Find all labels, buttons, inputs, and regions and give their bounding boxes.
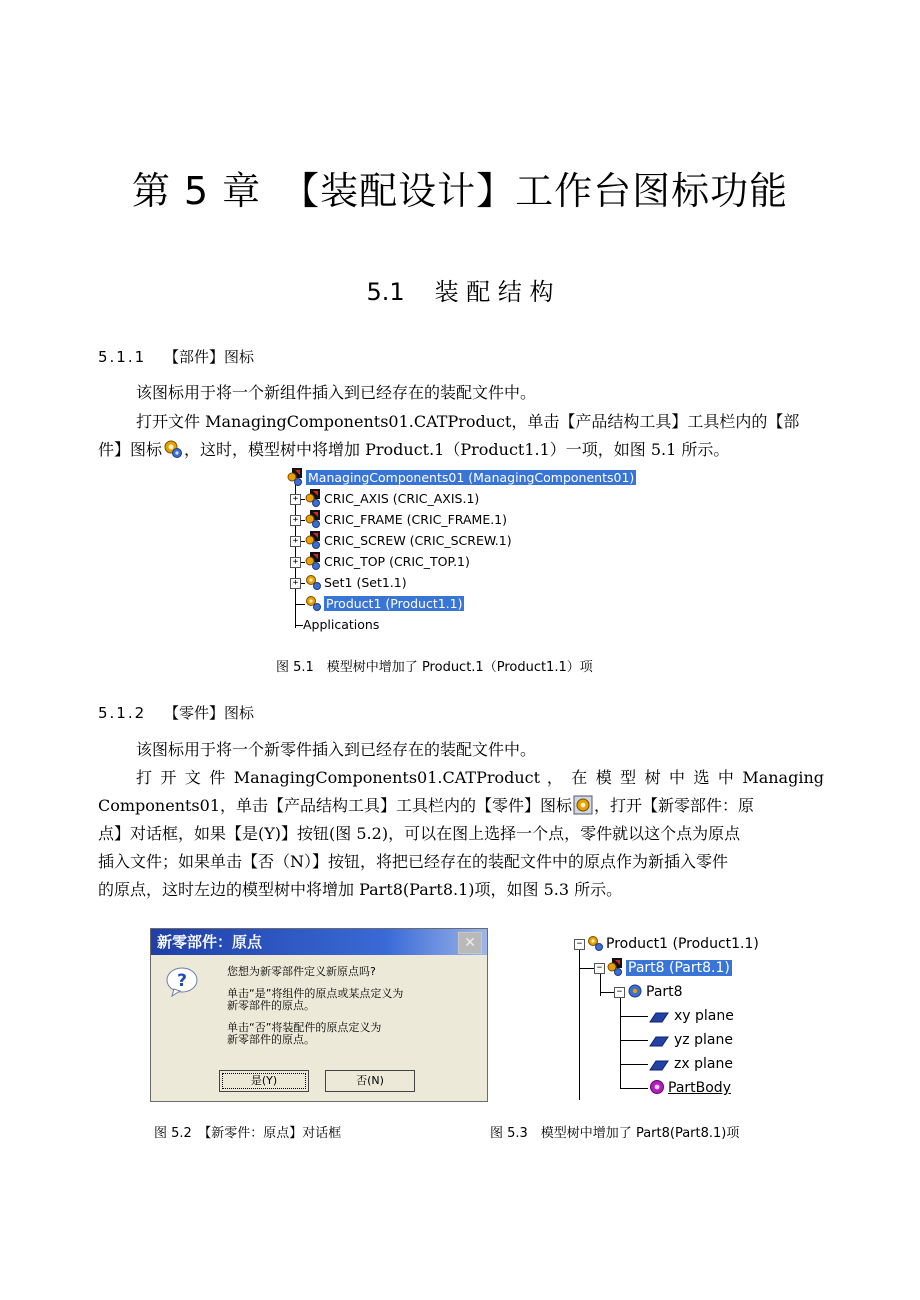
paragraph: 打开文件 ManagingComponents01.CATProduct，单击【产品结构工具】工具栏内的【部 bbox=[136, 412, 800, 431]
yes-button[interactable]: 是(Y) bbox=[219, 1070, 309, 1092]
subsection-title: 【零件】图标 bbox=[164, 704, 255, 722]
plane-icon bbox=[648, 1010, 672, 1028]
product-icon bbox=[286, 468, 304, 486]
component-icon bbox=[304, 594, 322, 612]
tree-node[interactable] bbox=[606, 958, 732, 978]
tree-node[interactable] bbox=[304, 594, 464, 614]
chapter-title: 第 5 章 【装配设计】工作台图标功能 bbox=[131, 169, 789, 213]
plane-icon bbox=[648, 1034, 672, 1052]
paragraph-text: ，打开【新零部件：原 bbox=[594, 796, 755, 815]
dialog-text: 单击“否”将装配件的原点定义为 bbox=[227, 1021, 382, 1034]
partbody-icon bbox=[648, 1078, 666, 1096]
tree-node[interactable] bbox=[304, 552, 470, 572]
subsection-heading-511 bbox=[98, 346, 254, 367]
plane-icon bbox=[648, 1058, 672, 1076]
tree-node[interactable] bbox=[648, 1030, 733, 1050]
dialog-text: 新零部件的原点。 bbox=[227, 1033, 315, 1046]
tree-node[interactable] bbox=[304, 573, 407, 593]
tree-node[interactable] bbox=[304, 489, 479, 509]
subsection-title: 【部件】图标 bbox=[164, 348, 255, 366]
tree-node[interactable] bbox=[303, 615, 379, 635]
paragraph-text: ，这时，模型树中将增加 Product.1（Product1.1）一项，如图 5.1 所示。 bbox=[184, 440, 730, 459]
tree-node[interactable] bbox=[286, 468, 636, 488]
expand-toggle[interactable]: + bbox=[290, 494, 301, 505]
tree-node-label: xy plane bbox=[674, 1008, 734, 1024]
tree-node[interactable] bbox=[648, 1054, 733, 1074]
paragraph bbox=[98, 436, 822, 463]
paragraph-text: 件】图标 bbox=[98, 440, 163, 459]
subsection-heading-512 bbox=[98, 702, 254, 723]
tree-node-label: Part8 (Part8.1) bbox=[628, 960, 730, 976]
figure-caption: 图 5.3 模型树中增加了 Part8(Part8.1)项 bbox=[490, 1126, 740, 1141]
tree-node[interactable] bbox=[586, 934, 759, 954]
product-icon bbox=[586, 934, 604, 952]
collapse-toggle[interactable]: − bbox=[614, 987, 625, 998]
question-icon bbox=[165, 965, 199, 999]
part-icon bbox=[626, 982, 644, 1000]
product-icon bbox=[304, 531, 322, 549]
expand-toggle[interactable]: + bbox=[290, 578, 301, 589]
tree-node-label: Part8 bbox=[646, 984, 683, 1000]
no-button[interactable]: 否(N) bbox=[325, 1070, 415, 1092]
tree-node-label: Set1 (Set1.1) bbox=[324, 575, 407, 590]
expand-toggle[interactable]: + bbox=[290, 515, 301, 526]
tree-node[interactable] bbox=[648, 1006, 734, 1026]
tree-node[interactable] bbox=[304, 531, 512, 551]
tree-node-label: CRIC_SCREW (CRIC_SCREW.1) bbox=[324, 533, 512, 548]
tree-node-label: zx plane bbox=[674, 1056, 733, 1072]
new-part-origin-dialog bbox=[150, 928, 488, 1102]
paragraph: 打 开 文 件 ManagingComponents01.CATProduct ， 在 模 型 树 中 选 中 Managing bbox=[136, 768, 824, 787]
dialog-text: 新零部件的原点。 bbox=[227, 999, 315, 1012]
section-title bbox=[0, 272, 920, 307]
collapse-toggle[interactable]: − bbox=[594, 963, 605, 974]
paragraph: 的原点，这时左边的模型树中将增加 Part8(Part8.1)项，如图 5.3 所示。 bbox=[98, 880, 623, 899]
tree-node-label: Product1 (Product1.1) bbox=[326, 596, 463, 611]
product-icon bbox=[304, 552, 322, 570]
tree-node-label: ManagingComponents01 (ManagingComponents01) bbox=[308, 470, 635, 485]
tree-node-label: CRIC_AXIS (CRIC_AXIS.1) bbox=[324, 491, 480, 506]
tree-node[interactable] bbox=[626, 982, 683, 1002]
dialog-titlebar bbox=[151, 929, 487, 955]
paragraph: 点】对话框，如果【是(Y)】按钮(图 5.2)，可以在图上选择一个点，零件就以这个点为原点 bbox=[98, 824, 741, 843]
svg-text:?: ? bbox=[177, 971, 187, 991]
tree-node-label: CRIC_FRAME (CRIC_FRAME.1) bbox=[324, 512, 508, 527]
section-name: 装 配 结 构 bbox=[434, 278, 554, 306]
product-icon bbox=[304, 510, 322, 528]
tree-node[interactable] bbox=[304, 510, 507, 530]
dialog-title: 新零部件：原点 bbox=[157, 933, 263, 951]
paragraph bbox=[98, 792, 822, 819]
paragraph: 插入文件；如果单击【否（N）】按钮，将把已经存在的装配文件中的原点作为新插入零件 bbox=[98, 852, 729, 871]
figure-caption: 图 5.1 模型树中增加了 Product.1（Product1.1）项 bbox=[276, 660, 593, 675]
product-icon bbox=[606, 958, 624, 976]
component-icon bbox=[304, 573, 322, 591]
subsection-number: 5.1.1 bbox=[98, 348, 147, 366]
tree-node[interactable] bbox=[648, 1078, 731, 1098]
product-icon bbox=[304, 489, 322, 507]
subsection-number: 5.1.2 bbox=[98, 704, 147, 722]
paragraph: 该图标用于将一个新零件插入到已经存在的装配文件中。 bbox=[136, 740, 537, 759]
expand-toggle[interactable]: + bbox=[290, 536, 301, 547]
paragraph: 该图标用于将一个新组件插入到已经存在的装配文件中。 bbox=[136, 383, 537, 402]
paragraph-text: Components01，单击【产品结构工具】工具栏内的【零件】图标 bbox=[98, 796, 573, 815]
figure-caption: 图 5.2 【新零件：原点】对话框 bbox=[154, 1126, 342, 1141]
tree-node-label: Applications bbox=[303, 617, 380, 632]
tree-node-label: yz plane bbox=[674, 1032, 733, 1048]
dialog-text: 单击“是”将组件的原点或某点定义为 bbox=[227, 987, 404, 1000]
tree-node-label: CRIC_TOP (CRIC_TOP.1) bbox=[324, 554, 470, 569]
expand-toggle[interactable]: + bbox=[290, 557, 301, 568]
part-gear-icon bbox=[573, 795, 593, 815]
tree-node-label: PartBody bbox=[668, 1080, 731, 1096]
tree-node-label: Product1 (Product1.1) bbox=[606, 936, 759, 952]
component-gear-icon bbox=[163, 439, 183, 459]
model-tree-fig51 bbox=[286, 468, 636, 636]
model-tree-fig53 bbox=[574, 932, 774, 1102]
dialog-question: 您想为新零部件定义新原点吗? bbox=[227, 965, 376, 978]
section-number: 5.1 bbox=[366, 278, 405, 306]
close-button[interactable]: ✕ bbox=[458, 932, 482, 954]
collapse-toggle[interactable]: − bbox=[574, 939, 585, 950]
